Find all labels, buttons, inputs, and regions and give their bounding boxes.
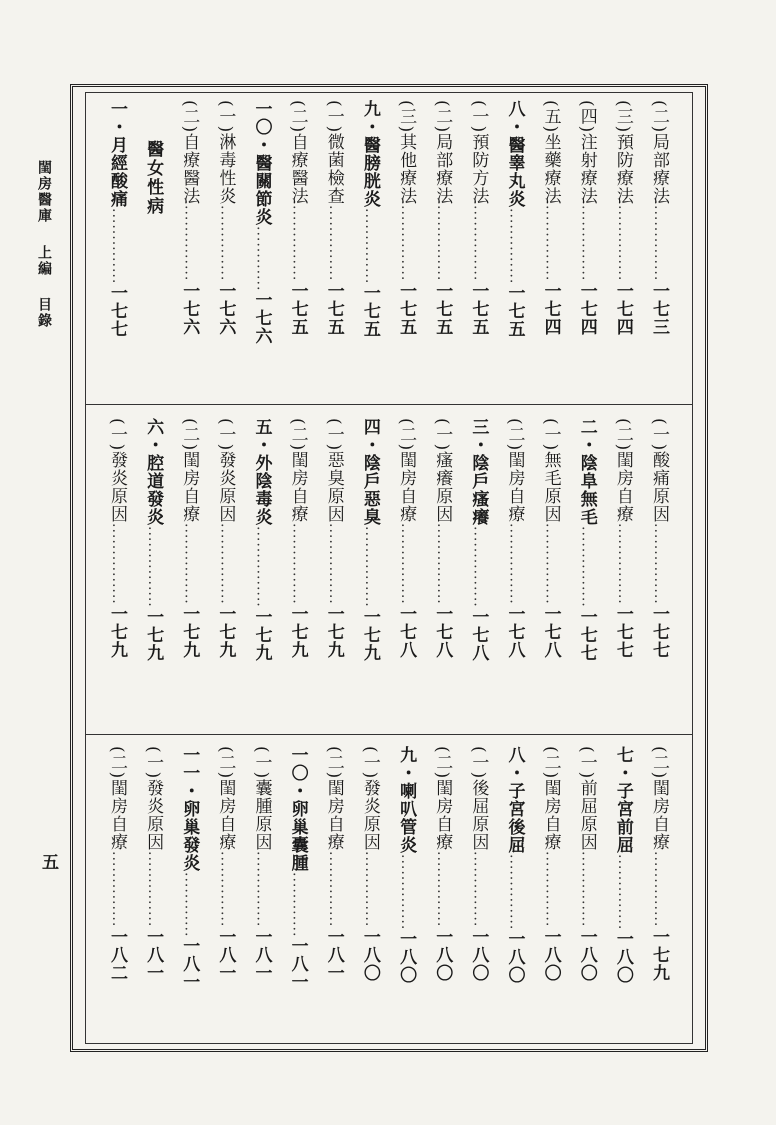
- toc-entry-label: (一)淋毒性炎: [215, 100, 236, 206]
- toc-entry: [136, 100, 170, 396]
- book-title: 閨房醫庫: [36, 160, 52, 224]
- toc-entry: [208, 746, 242, 1042]
- leader-dots: ............: [253, 226, 270, 292]
- leader-dots: ...............: [325, 523, 342, 606]
- toc-entry-label: (一)無毛原因: [540, 418, 561, 524]
- toc-entry-page: 一七五: [323, 281, 344, 336]
- leader-dots: ...............: [470, 526, 487, 608]
- toc-entry-label: 八・醫睾丸炎: [504, 100, 525, 208]
- leader-dots: ..............: [217, 851, 234, 928]
- toc-entry-page: 一七五: [396, 281, 417, 336]
- toc-entry-label: (二)閨房自療: [323, 746, 344, 852]
- toc-entry-label: 九・喇叭管炎: [396, 746, 417, 854]
- toc-entry-label: (二)閨房自療: [612, 418, 633, 524]
- leader-dots: ..............: [651, 205, 667, 282]
- toc-entry-page: 一七八: [432, 605, 453, 660]
- toc-entry-page: 一七四: [540, 281, 561, 336]
- toc-entry: [642, 100, 676, 396]
- toc-entry-label: (二)閨房自療: [649, 746, 669, 852]
- leader-dots: ..............: [398, 854, 415, 931]
- leader-dots: ...............: [289, 523, 306, 606]
- toc-entry-page: 一八〇: [468, 927, 489, 982]
- toc-band-top: [100, 100, 678, 396]
- toc-entry: [497, 418, 531, 722]
- leader-dots: ...............: [542, 523, 559, 606]
- leader-dots: ...............: [578, 526, 595, 608]
- toc-entry-label: 一〇・醫關節炎: [251, 100, 272, 226]
- toc-entry: [208, 100, 242, 396]
- toc-entry: [172, 100, 206, 396]
- toc-entry-label: (一)發炎原因: [143, 746, 164, 852]
- toc-entry-page: 一七九: [143, 607, 164, 662]
- leader-dots: ..............: [217, 205, 234, 282]
- leader-dots: ...............: [651, 523, 667, 606]
- toc-entry-page: 一八一: [179, 937, 200, 992]
- toc-entry-page: 一七八: [504, 605, 525, 660]
- leader-dots: ..............: [253, 851, 270, 928]
- leader-dots: ..............: [542, 851, 559, 928]
- toc-entry: [461, 746, 495, 1042]
- leader-dots: ..............: [614, 205, 631, 282]
- toc-entry: [461, 418, 495, 722]
- toc-entry-label: 一一・卵巢發炎: [179, 746, 200, 872]
- leader-dots: ..............: [578, 851, 595, 928]
- toc-entry: [100, 418, 134, 722]
- toc-entry-page: 一七九: [287, 605, 308, 660]
- running-header: [34, 160, 54, 329]
- toc-entry-label: 六・腔道發炎: [143, 418, 164, 526]
- toc-entry: [317, 418, 351, 722]
- toc-entry: [389, 100, 423, 396]
- toc-entry-page: 一七六: [215, 281, 236, 336]
- toc-entry-label: 醫女性病: [143, 140, 164, 216]
- toc-entry-label: (二)閨房自療: [432, 746, 453, 852]
- toc-entry-page: 一七四: [612, 281, 633, 336]
- toc-entry-page: 一八二: [107, 927, 127, 982]
- toc-entry-page: 一七七: [649, 605, 669, 660]
- toc-entry-page: 一七七: [107, 284, 127, 339]
- toc-entry-page: 一七九: [251, 607, 272, 662]
- toc-entry-label: (一)發炎原因: [107, 418, 127, 524]
- toc-entry-label: 三・陰戶瘙癢: [468, 418, 489, 526]
- toc-entry-page: 一八〇: [612, 930, 633, 985]
- toc-entry-page: 一七九: [323, 605, 344, 660]
- toc-entry-label: (四)注射療法: [576, 100, 597, 206]
- toc-entry-label: 二・陰阜無毛: [576, 418, 597, 526]
- leader-dots: ..............: [361, 208, 378, 285]
- toc-entry-label: (三)預防療法: [612, 100, 633, 206]
- toc-entry-page: 一七九: [107, 605, 127, 660]
- toc-entry: [281, 418, 315, 722]
- toc-entry-page: 一八一: [215, 927, 236, 982]
- toc-entry: [281, 746, 315, 1042]
- toc-entry: [172, 418, 206, 722]
- leader-dots: ..............: [506, 208, 523, 285]
- toc-entry: [389, 418, 423, 722]
- leader-dots: ...............: [181, 523, 198, 606]
- leader-dots: ..............: [109, 851, 125, 928]
- toc-entry: [497, 100, 531, 396]
- toc-entry: [389, 746, 423, 1042]
- leader-dots: ............: [181, 872, 198, 938]
- leader-dots: ...............: [109, 523, 125, 606]
- toc-entry: [534, 418, 568, 722]
- toc-entry-page: 一八一: [287, 937, 308, 992]
- toc-entry-page: 一七五: [468, 281, 489, 336]
- toc-entry: [353, 100, 387, 396]
- leader-dots: ...............: [361, 526, 378, 608]
- toc-entry: [425, 418, 459, 722]
- toc-entry-page: 一七五: [432, 281, 453, 336]
- leader-dots: ...............: [398, 523, 415, 606]
- band-divider-2: [85, 734, 693, 735]
- toc-entry-label: 九・醫膀胱炎: [359, 100, 380, 208]
- toc-entry-label: (一)發炎原因: [215, 418, 236, 524]
- leader-dots: ..............: [651, 851, 667, 928]
- leader-dots: ..............: [181, 205, 198, 282]
- toc-entry-page: 一七七: [612, 605, 633, 660]
- toc-entry-label: 八・子宮後屈: [504, 746, 525, 854]
- leader-dots: ..............: [325, 205, 342, 282]
- toc-entry-label: 七・子宮前屈: [612, 746, 633, 854]
- toc-entry-page: 一七四: [576, 281, 597, 336]
- toc-entry-page: 一七九: [179, 605, 200, 660]
- toc-entry-page: 一七七: [576, 607, 597, 662]
- toc-entry: [642, 418, 676, 722]
- page-number: 五: [42, 853, 59, 873]
- leader-dots: ..............: [145, 851, 162, 928]
- toc-entry-page: 一八〇: [504, 930, 525, 985]
- toc-entry: [497, 746, 531, 1042]
- toc-entry: [100, 746, 134, 1042]
- leader-dots: ..............: [506, 854, 523, 931]
- leader-dots: ..............: [361, 851, 378, 928]
- toc-entry-label: (一)前屈原因: [576, 746, 597, 852]
- leader-dots: ...............: [506, 523, 523, 606]
- toc-entry-page: 一八〇: [359, 927, 380, 982]
- toc-entry-label: 一・月經酸痛: [107, 100, 127, 208]
- toc-entry-label: (一)預防方法: [468, 100, 489, 206]
- toc-entry: [245, 100, 279, 396]
- leader-dots: ...............: [253, 526, 270, 608]
- leader-dots: ..............: [434, 205, 451, 282]
- toc-entry: [136, 418, 170, 722]
- toc-entry-label: (二)閨房自療: [504, 418, 525, 524]
- toc-entry-label: (一)後屈原因: [468, 746, 489, 852]
- toc-band-middle: [100, 418, 678, 722]
- band-divider-1: [85, 404, 693, 405]
- toc-entry-label: (二)局部療法: [432, 100, 453, 206]
- toc-entry: [534, 100, 568, 396]
- toc-entry-page: 一七六: [251, 291, 272, 346]
- toc-entry-page: 一七三: [649, 281, 669, 336]
- toc-entry-page: 一八〇: [432, 927, 453, 982]
- toc-entry: [136, 746, 170, 1042]
- toc-entry: [570, 100, 604, 396]
- toc-entry-label: (二)自療醫法: [287, 100, 308, 206]
- toc-entry-page: 一八〇: [576, 927, 597, 982]
- toc-entry: [425, 100, 459, 396]
- toc-entry: [570, 418, 604, 722]
- leader-dots: ............: [289, 872, 306, 938]
- leader-dots: ..............: [470, 851, 487, 928]
- leader-dots: ..............: [289, 205, 306, 282]
- leader-dots: ..............: [109, 208, 125, 285]
- toc-entry: [425, 746, 459, 1042]
- toc-entry-page: 一七五: [287, 281, 308, 336]
- toc-entry-page: 一八〇: [396, 930, 417, 985]
- leader-dots: ..............: [398, 205, 415, 282]
- toc-band-bottom: [100, 746, 678, 1042]
- toc-entry-page: 一七五: [359, 284, 380, 339]
- leader-dots: ..............: [578, 205, 595, 282]
- toc-entry-page: 一八〇: [540, 927, 561, 982]
- toc-entry: [606, 418, 640, 722]
- toc-entry-page: 一八一: [323, 927, 344, 982]
- toc-entry: [461, 100, 495, 396]
- toc-entry-label: (一)酸痛原因: [649, 418, 669, 524]
- toc-entry: [570, 746, 604, 1042]
- leader-dots: ..............: [434, 851, 451, 928]
- leader-dots: ..............: [470, 205, 487, 282]
- toc-entry: [606, 100, 640, 396]
- leader-dots: ...............: [434, 523, 451, 606]
- toc-entry-page: 一七八: [540, 605, 561, 660]
- toc-entry-page: 一七九: [649, 927, 669, 982]
- toc-entry-page: 一八一: [143, 927, 164, 982]
- toc-entry-label: (五)坐藥療法: [540, 100, 561, 206]
- toc-entry: [172, 746, 206, 1042]
- toc-entry-page: 一七八: [396, 605, 417, 660]
- toc-entry: [606, 746, 640, 1042]
- leader-dots: ...............: [614, 523, 631, 606]
- leader-dots: ..............: [614, 854, 631, 931]
- toc-entry: [100, 100, 134, 396]
- toc-entry-label: (二)局部療法: [649, 100, 669, 206]
- toc-entry-label: 五・外陰毒炎: [251, 418, 272, 526]
- toc-entry-page: 一七八: [468, 607, 489, 662]
- toc-entry-page: 一七六: [179, 281, 200, 336]
- toc-entry-label: (一)囊腫原因: [251, 746, 272, 852]
- toc-entry-label: (一)發炎原因: [359, 746, 380, 852]
- toc-entry-page: 一七九: [215, 605, 236, 660]
- toc-entry-page: 一七九: [359, 607, 380, 662]
- toc-entry-label: 四・陰戶惡臭: [359, 418, 380, 526]
- leader-dots: ...............: [145, 526, 162, 608]
- toc-entry-label: (二)自療醫法: [179, 100, 200, 206]
- toc-entry: [245, 418, 279, 722]
- toc-entry-label: (二)閨房自療: [179, 418, 200, 524]
- leader-dots: ..............: [325, 851, 342, 928]
- toc-entry-label: (三)其他療法: [396, 100, 417, 206]
- toc-entry-label: (二)閨房自療: [540, 746, 561, 852]
- toc-entry-page: 一八一: [251, 927, 272, 982]
- toc-entry-label: (二)閨房自療: [287, 418, 308, 524]
- toc-entry: [642, 746, 676, 1042]
- toc-entry-label: (一)惡臭原因: [323, 418, 344, 524]
- toc-entry: [245, 746, 279, 1042]
- toc-entry-label: (二)閨房自療: [107, 746, 127, 852]
- toc-entry-label: (二)閨房自療: [215, 746, 236, 852]
- toc-entry: [353, 418, 387, 722]
- toc-entry: [534, 746, 568, 1042]
- toc-entry-page: 一七五: [504, 284, 525, 339]
- toc-entry: [317, 746, 351, 1042]
- toc-entry: [208, 418, 242, 722]
- toc-entry-label: 一〇・卵巢囊腫: [287, 746, 308, 872]
- toc-entry-label: (二)閨房自療: [396, 418, 417, 524]
- toc-entry: [281, 100, 315, 396]
- toc-entry: [317, 100, 351, 396]
- volume-label: 上編: [36, 244, 52, 277]
- toc-entry-label: (一)微菌檢查: [323, 100, 344, 206]
- leader-dots: ..............: [542, 205, 559, 282]
- toc-entry: [353, 746, 387, 1042]
- leader-dots: ...............: [217, 523, 234, 606]
- section-label: 目錄: [36, 297, 52, 330]
- toc-entry-label: (一)瘙癢原因: [432, 418, 453, 524]
